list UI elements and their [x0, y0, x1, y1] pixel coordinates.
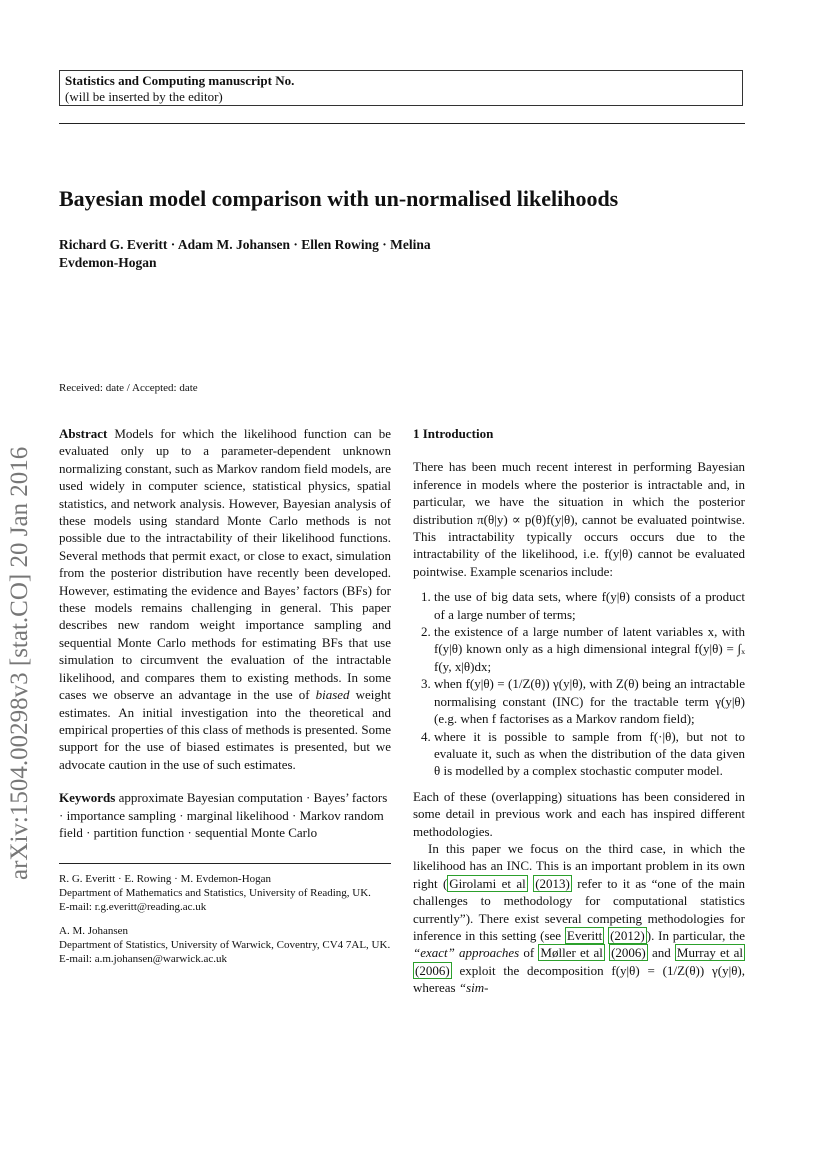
citation-year-link[interactable]: (2013): [535, 875, 570, 891]
citation-link[interactable]: Everitt: [566, 927, 603, 943]
para3-italic: “exact” approaches: [413, 945, 520, 961]
editor-note: (will be inserted by the editor): [65, 89, 223, 104]
intro-paragraph-1: There has been much recent interest in performing Bayesian inference in models where the posterior is intractable and, in particular, we have the situation in which the posterior distribution π(θ|y) ∝ p(θ)f(y|θ), cannot be evaluated pointwise. This intractability typically occurs occurs due to the intractability of the likelihood, i.e. f(y|θ) cannot be evaluated pointwise. Example scenarios include:: [413, 459, 745, 579]
intro-paragraph-3: [413, 840, 745, 997]
keywords-label: Keywords: [59, 790, 116, 806]
list-item: 2. the existence of a large number of latent variables x, with f(y|θ) known only as a high dimensional integral f(y|θ) = ∫ₓ f(y, x|θ)dx;: [434, 623, 745, 675]
affiliation-email: E-mail: a.m.johansen@warwick.ac.uk: [59, 953, 228, 966]
para3-text: refer to it as “one of the main challenges to methodology for computational statistics currently”). There exist several competing methodologies for inference in this setting (see: [413, 875, 746, 943]
citation-year-link[interactable]: (2006): [415, 962, 450, 978]
received-line: Received: date / Accepted: date: [59, 382, 198, 394]
right-column: [413, 425, 745, 997]
list-item: 3. when f(y|θ) = (1/Z(θ)) γ(y|θ), with Z(θ) being an intractable normalising constant (INC) for the tractable term γ(y|θ) (e.g. when f factorises as a Markov random field);: [434, 675, 745, 727]
affiliation-names: R. G. Everitt · E. Rowing · M. Evdemon-Hogan: [59, 873, 272, 886]
scenario-list: [413, 588, 745, 779]
citation-link[interactable]: Girolami et al: [449, 875, 526, 891]
header-rule: [59, 123, 745, 124]
abstract-text-b: weight estimates. An initial investigation into the theoretical and empirical properties of this class of methods is presented. Some support for the use of biased estimates is presented, but we advocate caution in the use of such estimates.: [59, 687, 392, 772]
section-heading: 1 Introduction: [413, 426, 494, 441]
para3-italic: “sim-: [458, 980, 489, 996]
para3-text: and: [651, 945, 671, 961]
left-column: [59, 425, 391, 966]
affiliation-dept: Department of Statistics, University of Warwick, Coventry, CV4 7AL, UK.: [59, 939, 391, 952]
para3-text: of: [523, 945, 535, 961]
affiliation-2: [59, 924, 391, 966]
abstract-italic: biased: [315, 687, 350, 703]
citation-year-link[interactable]: (2006): [611, 945, 646, 961]
affiliation-email: E-mail: r.g.everitt@reading.ac.uk: [59, 901, 207, 914]
authors-line-2: Evdemon-Hogan: [59, 255, 157, 270]
list-item: 4. where it is possible to sample from f(·|θ), but not to evaluate it, such as when the distribution of the data given θ is modelled by a complex stochastic computer model.: [434, 728, 745, 780]
keywords-text: approximate Bayesian computation · Bayes’ factors · importance sampling · marginal likelihood · Markov random field · partition function · sequential Monte Carlo: [59, 790, 388, 840]
para3-text: exploit the decomposition f(y|θ) = (1/Z(θ)) γ(y|θ), whereas: [413, 962, 745, 996]
keywords: [59, 789, 391, 841]
citation-link[interactable]: Murray et al: [676, 945, 743, 961]
abstract-label: Abstract: [59, 426, 108, 441]
affiliation-names: A. M. Johansen: [59, 925, 129, 938]
journal-name: Statistics and Computing manuscript No.: [65, 73, 295, 88]
author-list: [59, 236, 559, 272]
affiliation-dept: Department of Mathematics and Statistics, University of Reading, UK.: [59, 887, 371, 900]
abstract-text-a: Models for which the likelihood function can be evaluated only up to a parameter-dependent unknown normalizing constant, such as Markov random field models, are used widely in computer science, statistical physics, spatial statistics, and network analysis. However, Bayesian analysis of these models using standard Monte Carlo methods is not possible due to the intractability of their likelihood functions. Several methods that permit exact, or close to exact, simulation from the posterior distribution have recently been developed. However, estimating the evidence and Bayes’ factors (BFs) for these models remains challenging in general. This paper describes new random weight importance sampling and sequential Monte Carlo methods for estimating BFs that use simulation to circumvent the evaluation of the intractable likelihood, and compares them to existing methods. In some cases we observe an advantage in the use of: [59, 426, 391, 703]
authors-line-1: Richard G. Everitt · Adam M. Johansen · Ellen Rowing · Melina: [59, 237, 431, 252]
journal-header-box: [59, 70, 743, 106]
intro-paragraph-2: Each of these (overlapping) situations has been considered in some detail in previous work and each has inspired different methodologies.: [413, 788, 745, 839]
list-item: 1. the use of big data sets, where f(y|θ) consists of a product of a large number of terms;: [434, 588, 745, 623]
affiliation-1: [59, 872, 391, 914]
affiliation-rule: [59, 863, 391, 864]
abstract: [59, 425, 391, 773]
citation-year-link[interactable]: (2012): [610, 927, 645, 943]
citation-link[interactable]: Møller et al: [540, 945, 603, 961]
para3-text: ). In particular, the: [646, 927, 746, 943]
arxiv-stamp: arXiv:1504.00298v3 [stat.CO] 20 Jan 2016: [6, 446, 33, 880]
para3-text: In this paper we focus on the third case, in which the likelihood has an INC. This is an important problem in its own right (: [413, 840, 745, 891]
paper-title: Bayesian model comparison with un-normalised likelihoods: [59, 186, 619, 211]
